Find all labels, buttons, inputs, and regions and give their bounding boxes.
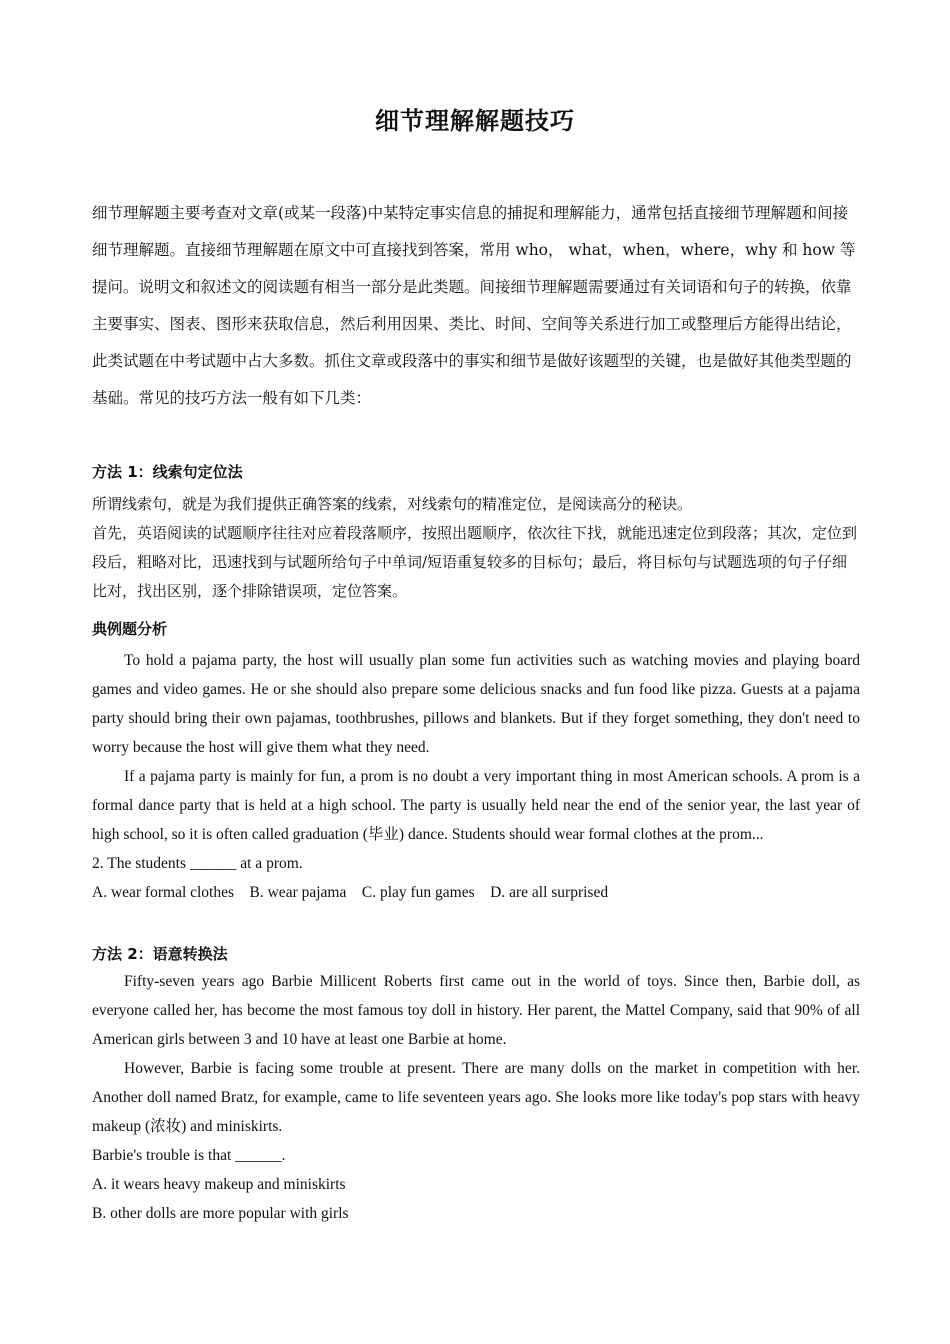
method1-p1: 所谓线索句，就是为我们提供正确答案的线索，对线索句的精准定位，是阅读高分的秘诀。 — [92, 495, 693, 513]
method2-passage — [92, 967, 860, 1228]
example-options: A. wear formal clothes B. wear pajama C. play fun games D. are all surprised — [92, 884, 609, 901]
example-question: 2. The students ______ at a prom. — [92, 855, 303, 872]
intro-text: 细节理解题主要考查对文章(或某一段落)中某特定事实信息的捕捉和理解能力，通常包括直接细节理解题和间接细节理解题。直接细节理解题在原文中可直接找到答案，常用 who， what，when，where，why 和 how 等提问。说明文和叙述文的阅读题有相当一部分是此类题。间接细节理解题需要通过有关词语和句子的转换，依靠主要事实、图表、图形来获取信息，然后利用因果、类比、时间、空间等关系进行加工或整理后方能得出结论，此类试题在中考试题中占大多数。抓住文章或段落中的事实和细节是做好该题型的关键，也是做好其他类型题的基础。常见的技巧方法一般有如下几类： — [92, 204, 856, 407]
example-heading: 典例题分析 — [92, 620, 168, 638]
method1-body — [92, 490, 860, 606]
method2-para2: However, Barbie is facing some trouble at present. There are many dolls on the market in competition with her. Another doll named Bratz, for example, came to life seventeen years ago. She looks more like today's pop stars with heavy makeup (浓妆) and miniskirts. — [92, 1060, 860, 1135]
method1-heading: 方法 1：线索句定位法 — [92, 463, 243, 481]
example-passage — [92, 646, 860, 907]
method2-option-b: B. other dolls are more popular with girls — [92, 1205, 349, 1222]
intro-paragraph — [92, 195, 862, 417]
method1-p2: 首先，英语阅读的试题顺序往往对应着段落顺序，按照出题顺序，依次往下找，就能迅速定位到段落；其次，定位到段后，粗略对比，迅速找到与试题所给句子中单词/短语重复较多的目标句；最后，将目标句与试题选项的句子仔细比对，找出区别，逐个排除错误项，定位答案。 — [92, 524, 858, 600]
method2-heading: 方法 2：语意转换法 — [92, 945, 228, 963]
method2-question: Barbie's trouble is that ______. — [92, 1147, 286, 1164]
document-title: 细节理解解题技巧 — [375, 107, 575, 135]
example-para1: To hold a pajama party, the host will usually plan some fun activities such as watching movies and playing board games and video games. He or she should also prepare some delicious snacks and fun food like pizza. Guests at a pajama party should bring their own pajamas, toothbrushes, pillows and blankets. But if they forget something, they don't need to worry because the host will give them what they need. — [92, 652, 860, 756]
method2-para1: Fifty-seven years ago Barbie Millicent Roberts first came out in the world of toys. Since then, Barbie doll, as everyone called her, has become the most famous toy doll in history. Her parent, the Mattel Company, said that 90% of all American girls between 3 and 10 have at least one Barbie at home. — [92, 973, 860, 1048]
method2-option-a: A. it wears heavy makeup and miniskirts — [92, 1176, 346, 1193]
example-para2: If a pajama party is mainly for fun, a prom is no doubt a very important thing in most American schools. A prom is a formal dance party that is held at a high school. The party is usually held near the end of the senior year, the last year of high school, so it is often called graduation (毕业) dance. Students should wear formal clothes at the prom... — [92, 768, 860, 843]
